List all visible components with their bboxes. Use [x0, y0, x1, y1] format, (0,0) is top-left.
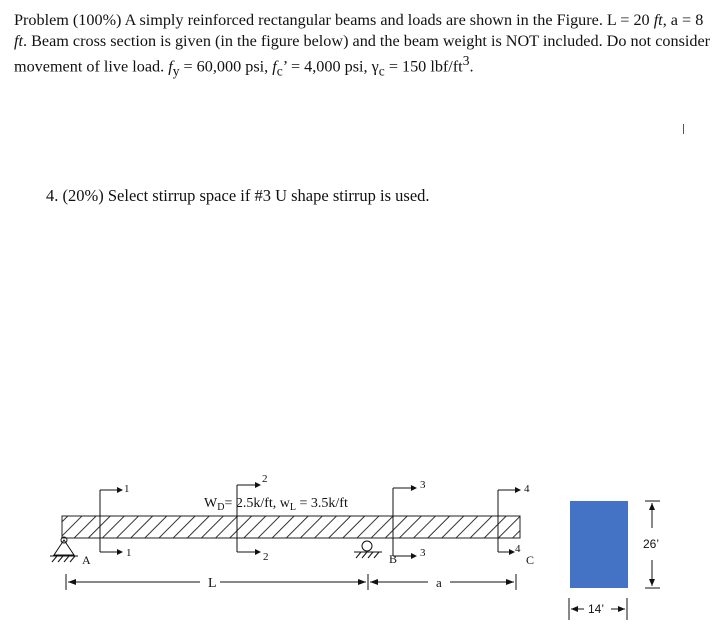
- wd-symbol: W: [204, 496, 218, 511]
- support-a-label: A: [82, 553, 91, 567]
- wd-subscript: D: [217, 502, 225, 513]
- problem-a-text: , a = 8: [662, 11, 704, 29]
- width-label: 14’: [588, 602, 605, 616]
- fy-subscript: y: [172, 63, 180, 79]
- support-b-label: B: [389, 552, 398, 566]
- section-mark-1-top: 1: [124, 483, 130, 495]
- height-label: 26’: [643, 537, 660, 551]
- section-mark-3-top: 3: [420, 479, 426, 491]
- fy-symbol: f: [168, 57, 173, 76]
- fy-value: = 60,000 psi,: [179, 57, 273, 76]
- problem-l-unit: ft: [653, 11, 663, 29]
- width-dimension: [569, 598, 627, 620]
- stray-mark: [683, 124, 684, 134]
- question-4: 4. (20%) Select stirrup space if #3 U shape stirrup is used.: [46, 186, 430, 205]
- dimension-l: [66, 574, 368, 591]
- dimension-a-label: a: [436, 575, 442, 590]
- pin-support-a: [50, 537, 91, 567]
- gamma-value: = 150 lbf/ft: [384, 57, 463, 76]
- problem-statement: [14, 10, 714, 82]
- dimension-a: [370, 574, 516, 590]
- section-mark-2-top: 2: [262, 473, 268, 485]
- height-dimension: [643, 501, 660, 588]
- beam: [62, 516, 520, 538]
- fc-value: ’ = 4,000 psi, γ: [282, 57, 379, 76]
- fc-subscript: c: [276, 63, 283, 79]
- section-mark-1-bottom: 1: [126, 547, 132, 559]
- beam-figure: [0, 470, 724, 643]
- wl-subscript: L: [289, 502, 297, 513]
- fc-symbol: f: [272, 57, 277, 76]
- problem-intro: Problem (100%) A simply reinforced rectangular beams and loads are shown in the Figure. L = 20: [14, 11, 654, 29]
- gamma-superscript: 3: [462, 53, 470, 68]
- gamma-subscript: c: [378, 63, 385, 79]
- problem-end: .: [469, 57, 474, 76]
- load-label: [204, 496, 348, 513]
- problem-a-unit: ft: [14, 31, 23, 50]
- live-load-value: = 3.5k/ft: [296, 496, 348, 511]
- section-mark-3-bottom: 3: [420, 547, 426, 559]
- problem-rest: . Beam cross section is given (in the figure below) and the beam weight is NOT included. Do not consider movement of live load.: [14, 31, 711, 76]
- dimension-l-label: L: [208, 576, 217, 591]
- dead-load-value: = 2.5k/ft, w: [224, 496, 290, 511]
- roller-support-b: [354, 541, 397, 566]
- support-c-label: C: [526, 553, 535, 567]
- section-mark-4-top: 4: [524, 483, 530, 495]
- section-mark-2-bottom: 2: [263, 551, 269, 563]
- beam-cross-section: [570, 501, 628, 588]
- section-mark-4-bottom: 4: [515, 543, 521, 555]
